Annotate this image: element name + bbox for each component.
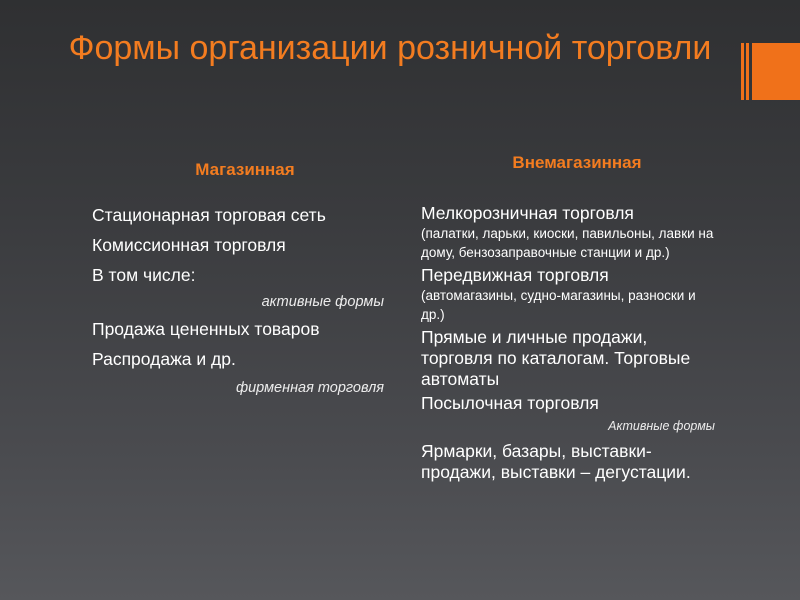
list-item: Распродажа и др.	[92, 349, 236, 369]
decorative-bar-thin-2	[746, 43, 749, 100]
active-forms-note: активные формы	[261, 294, 384, 310]
store-column-heading: Магазинная	[195, 160, 295, 179]
list-item	[421, 203, 721, 262]
list-item: В том числе:	[92, 265, 196, 285]
list-item	[421, 265, 721, 324]
list-item-main: Передвижная торговля	[421, 265, 609, 285]
nonstore-column-heading: Внемагазинная	[512, 153, 642, 172]
list-item: Продажа цененных товаров	[92, 319, 320, 339]
list-item-main: Мелкорозничная торговля	[421, 203, 634, 223]
decorative-bar-thin-1	[741, 43, 744, 100]
list-item: Ярмарки, базары, выставки-продажи, выставки – дегустации.	[421, 441, 691, 482]
list-item-detail: (палатки, ларьки, киоски, павильоны, лавки на дому, бензозаправочные станции и др.)	[421, 226, 714, 260]
list-item-detail: (автомагазины, судно-магазины, разноски и др.)	[421, 288, 696, 322]
decorative-bar-block	[752, 43, 800, 100]
slide-title: Формы организации розничной торговли	[68, 29, 712, 67]
list-item: Комиссионная торговля	[92, 235, 286, 255]
brand-trade-note: фирменная торговля	[236, 380, 384, 396]
store-forms-column	[92, 205, 392, 405]
active-forms-note: Активные формы	[608, 419, 715, 433]
list-item: Стационарная торговая сеть	[92, 205, 326, 225]
list-item: Прямые и личные продажи, торговля по каталогам. Торговые автоматы	[421, 327, 691, 389]
nonstore-forms-column	[421, 203, 721, 486]
list-item: Посылочная торговля	[421, 393, 599, 413]
